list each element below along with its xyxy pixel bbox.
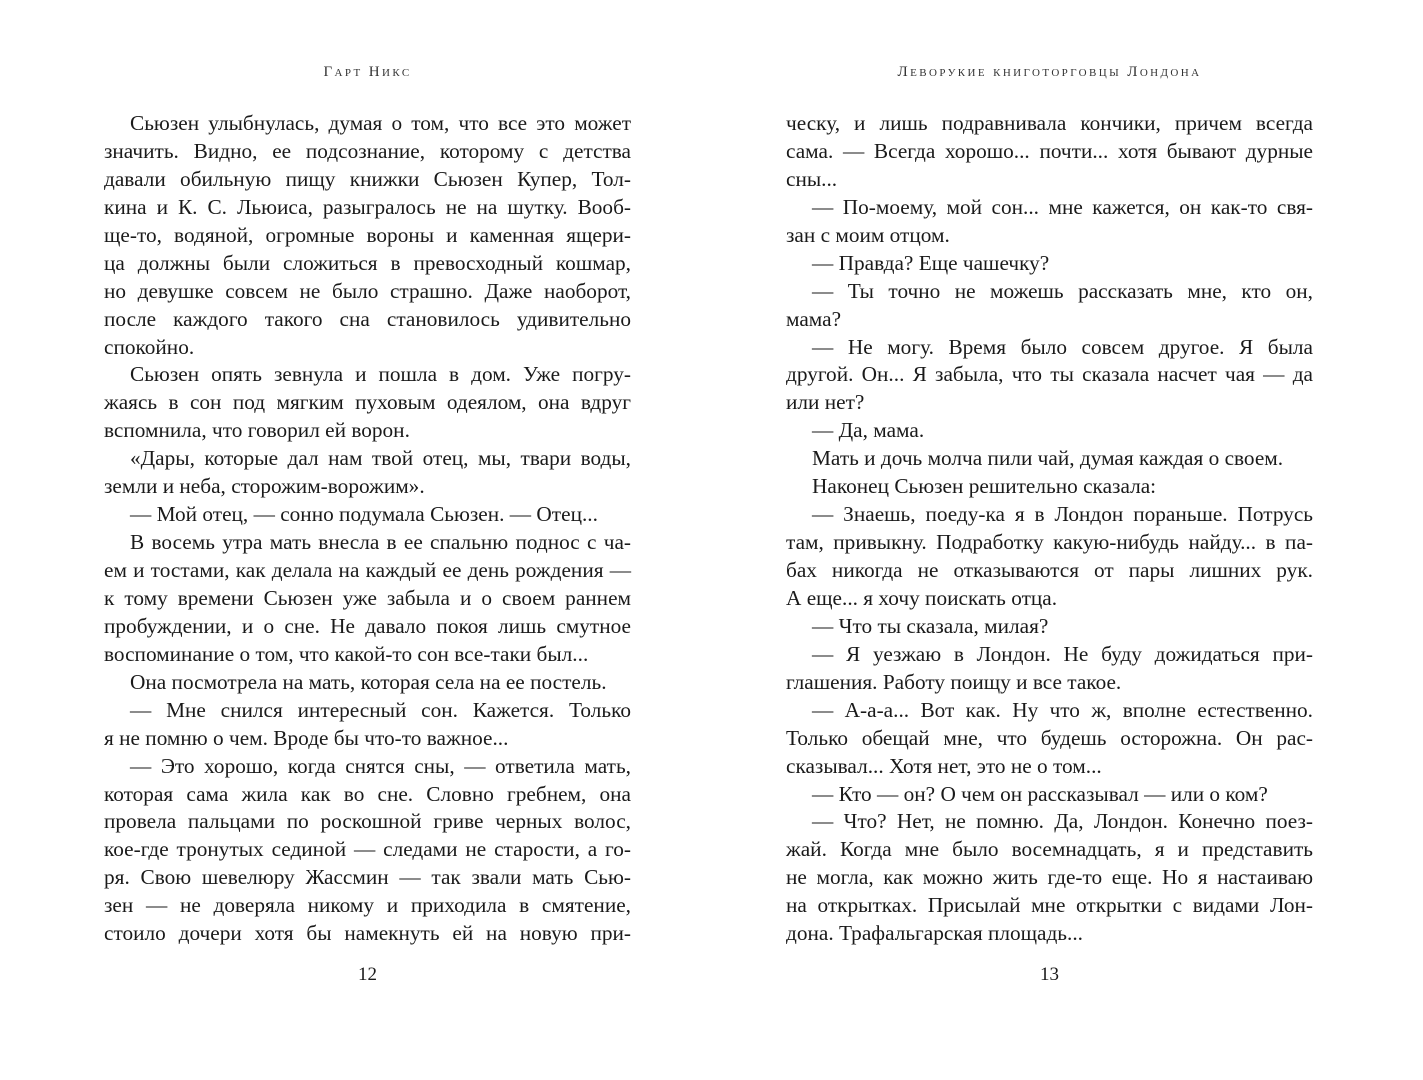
- text-line: которая сама жила как во сне. Словно гребнем, она: [104, 781, 631, 806]
- text-line: сама. — Всегда хорошо... почти... хотя бывают дурные: [786, 138, 1313, 163]
- text-line: Только обещай мне, что будешь осторожна. Он рас-: [786, 725, 1313, 750]
- page-number: 12: [358, 964, 377, 985]
- text-line: воспоминание о том, что какой-то сон все-таки был...: [104, 641, 589, 666]
- text-line: стоило дочери хотя бы намекнуть ей на новую при-: [104, 921, 631, 946]
- text-line: ческу, и лишь подравнивала кончики, причем всегда: [786, 111, 1313, 135]
- running-head-title: Леворукие книготорговцы Лондона: [897, 64, 1202, 80]
- text-line: или нет?: [786, 390, 865, 415]
- text-line: зан с моим отцом.: [786, 222, 950, 247]
- text-line: к тому времени Сьюзен уже забыла и о своем раннем: [104, 585, 631, 610]
- text-line: кина и К. С. Льюиса, разыгралось не на шутку. Вооб-: [104, 194, 631, 219]
- text-line: другой. Он... Я забыла, что ты сказала насчет чая — да: [786, 362, 1313, 387]
- text-line: глашения. Работу поищу и все такое.: [786, 669, 1122, 694]
- text-line: — Да, мама.: [812, 418, 925, 443]
- text-line: — Кто — он? О чем он рассказывал — или о ком?: [812, 781, 1268, 806]
- text-line: пробуждении, и о сне. Не давало покоя лишь смутное: [104, 613, 631, 638]
- text-line: значить. Видно, ее подсознание, которому с детства: [104, 138, 631, 163]
- text-line: дона. Трафальгарская площадь...: [786, 921, 1083, 946]
- text-line: давали обильную пищу книжки Сьюзен Купер, Тол-: [104, 166, 631, 191]
- text-line: жай. Когда мне было восемнадцать, я и представить: [786, 837, 1313, 862]
- text-line: вспомнила, что говорил ей ворон.: [104, 418, 410, 443]
- text-line: зен — не доверяла никому и приходила в смятение,: [104, 893, 631, 918]
- text-line: ря. Свою шевелюру Жассмин — так звали мать Сью-: [104, 865, 631, 890]
- text-line: — Что? Нет, не помню. Да, Лондон. Конечно поез-: [812, 809, 1313, 834]
- text-line: Сьюзен опять зевнула и пошла в дом. Уже погру-: [130, 362, 631, 387]
- text-line: я не помню о чем. Вроде бы что-то важное...: [104, 725, 509, 750]
- text-line: после каждого такого сна становилось удивительно: [104, 306, 631, 331]
- page-number: 13: [1040, 964, 1059, 985]
- text-line: на открытках. Присылай мне открытки с видами Лон-: [786, 893, 1313, 918]
- text-line: А еще... я хочу поискать отца.: [786, 585, 1058, 610]
- page-body: [104, 110, 631, 948]
- text-line: там, привыкну. Подработку какую-нибудь найду... в па-: [786, 530, 1313, 555]
- text-line: — Не могу. Время было совсем другое. Я была: [812, 334, 1313, 359]
- text-line: В восемь утра мать внесла в ее спальню поднос с ча-: [130, 530, 631, 555]
- text-line: жаясь в сон под мягким пуховым одеялом, она вдруг: [104, 390, 631, 415]
- right-page: [786, 0, 1313, 1080]
- text-line: сказывал... Хотя нет, это не о том...: [786, 753, 1102, 778]
- text-line: Мать и дочь молча пили чай, думая каждая о своем.: [812, 446, 1284, 471]
- text-line: провела пальцами по роскошной гриве черных волос,: [104, 809, 631, 834]
- text-line: мама?: [786, 306, 842, 331]
- text-line: — Ты точно не можешь рассказать мне, кто он,: [812, 278, 1313, 303]
- text-line: но девушке совсем не было страшно. Даже наоборот,: [104, 278, 631, 303]
- text-line: земли и неба, сторожим-ворожим».: [104, 474, 425, 499]
- text-line: сны...: [786, 166, 838, 191]
- text-line: — По-моему, мой сон... мне кажется, он как-то свя-: [812, 194, 1313, 219]
- text-line: спокойно.: [104, 334, 195, 359]
- page-body: [786, 110, 1313, 948]
- text-line: — Что ты сказала, милая?: [812, 613, 1049, 638]
- text-line: — А-а-а... Вот как. Ну что ж, вполне естественно.: [812, 697, 1313, 722]
- text-line: Наконец Сьюзен решительно сказала:: [812, 474, 1157, 499]
- text-line: не могла, как можно жить где-то еще. Но я настаиваю: [786, 865, 1313, 890]
- text-line: ще-то, водяной, огромные вороны и каменная ящери-: [104, 222, 631, 247]
- text-line: Сьюзен улыбнулась, думая о том, что все это может: [130, 111, 631, 135]
- running-head-author: Гарт Никс: [323, 64, 412, 80]
- text-line: Она посмотрела на мать, которая села на ее постель.: [130, 669, 607, 694]
- text-line: ца должны были сложиться в превосходный кошмар,: [104, 250, 631, 275]
- text-line: ем и тостами, как делала на каждый ее день рождения —: [104, 558, 631, 582]
- text-line: «Дары, которые дал нам твой отец, мы, твари воды,: [130, 446, 631, 471]
- text-line: — Правда? Еще чашечку?: [812, 250, 1050, 275]
- text-line: — Мой отец, — сонно подумала Сьюзен. — Отец...: [130, 502, 598, 527]
- text-line: бах никогда не отказываются от пары лишних рук.: [786, 558, 1313, 582]
- text-line: — Я уезжаю в Лондон. Не буду дожидаться при-: [812, 641, 1313, 666]
- left-page: [104, 0, 631, 1080]
- text-line: — Знаешь, поеду-ка я в Лондон пораньше. Потрусь: [812, 502, 1313, 527]
- text-line: — Мне снился интересный сон. Кажется. Только: [130, 697, 631, 722]
- text-line: — Это хорошо, когда снятся сны, — ответила мать,: [130, 753, 631, 778]
- text-line: кое-где тронутых сединой — следами не старости, а го-: [104, 837, 631, 862]
